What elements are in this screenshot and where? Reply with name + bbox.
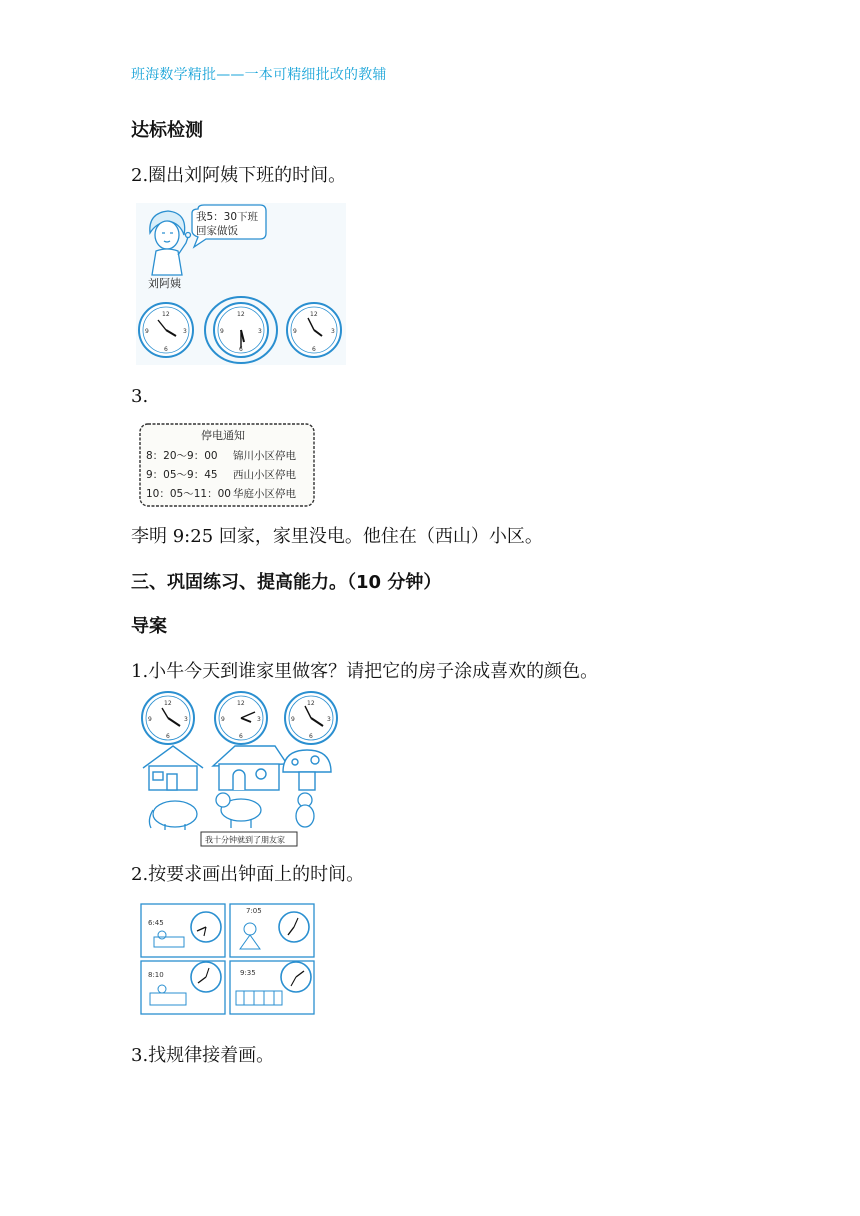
q2-figure xyxy=(136,203,346,365)
panel-time: 7:05 xyxy=(246,907,262,915)
svg-text:6: 6 xyxy=(239,733,243,740)
svg-text:6: 6 xyxy=(164,346,168,353)
notice-row-place: 华庭小区停电 xyxy=(233,488,296,500)
svg-text:3: 3 xyxy=(331,328,335,335)
notice-title: 停电通知 xyxy=(201,429,245,442)
scene-panel xyxy=(141,904,225,957)
notice-row-time: 9：05～9：45 xyxy=(146,469,218,481)
clock-icon xyxy=(191,912,221,942)
g2-figure xyxy=(140,903,316,1015)
question-3: 3. xyxy=(131,386,149,407)
clock-icon xyxy=(287,303,341,357)
svg-text:3: 3 xyxy=(258,328,262,335)
person-label: 刘阿姨 xyxy=(148,277,181,290)
clock-icon xyxy=(139,303,193,357)
svg-text:12: 12 xyxy=(162,311,170,318)
power-outage-notice xyxy=(137,421,317,509)
bear-icon xyxy=(296,793,314,827)
circled-clock xyxy=(205,297,277,363)
scene-panel xyxy=(230,961,314,1014)
svg-text:3: 3 xyxy=(184,716,188,723)
notice-row-place: 西山小区停电 xyxy=(233,469,296,481)
section-title: 达标检测 xyxy=(131,120,203,141)
scene-panel xyxy=(141,961,225,1014)
svg-text:12: 12 xyxy=(310,311,318,318)
brand-header: 班海数学精批——一本可精细批改的教辅 xyxy=(131,67,387,83)
panel-time: 9:35 xyxy=(240,969,256,977)
clock-icon xyxy=(279,912,309,942)
guide-question-2: 2.按要求画出钟面上的时间。 xyxy=(131,864,365,885)
speech-line-1: 我5：30下班 xyxy=(196,211,259,223)
notice-row-time: 8：20～9：00 xyxy=(146,450,218,462)
svg-text:6: 6 xyxy=(166,733,170,740)
guide-title: 导案 xyxy=(131,616,167,637)
cow-icon xyxy=(216,793,261,828)
svg-text:6: 6 xyxy=(239,346,243,353)
panel-time: 8:10 xyxy=(148,971,164,979)
svg-text:12: 12 xyxy=(164,700,172,707)
g1-caption: 我十分钟就到了朋友家 xyxy=(205,835,285,845)
house-icon xyxy=(213,746,287,790)
svg-text:3: 3 xyxy=(257,716,261,723)
g1-figure xyxy=(137,688,342,848)
svg-text:12: 12 xyxy=(237,311,245,318)
scene-panel xyxy=(230,904,314,957)
notice-row-time: 10：05～11：00 xyxy=(146,488,231,500)
svg-text:12: 12 xyxy=(307,700,315,707)
svg-text:9: 9 xyxy=(145,328,149,335)
svg-text:9: 9 xyxy=(220,328,224,335)
svg-text:9: 9 xyxy=(221,716,225,723)
clock-icon xyxy=(281,962,311,992)
mushroom-icon xyxy=(283,750,331,790)
clock-icon xyxy=(215,692,267,744)
speech-line-2: 回家做饭 xyxy=(196,225,238,237)
svg-text:9: 9 xyxy=(148,716,152,723)
svg-text:12: 12 xyxy=(237,700,245,707)
svg-text:6: 6 xyxy=(312,346,316,353)
panel-time: 6:45 xyxy=(148,919,164,927)
svg-text:3: 3 xyxy=(183,328,187,335)
notice-row-place: 锦川小区停电 xyxy=(233,450,296,462)
svg-text:3: 3 xyxy=(327,716,331,723)
question-2: 2.圈出刘阿姨下班的时间。 xyxy=(131,165,347,186)
svg-text:6: 6 xyxy=(309,733,313,740)
clock-icon xyxy=(142,692,194,744)
elephant-icon xyxy=(149,801,197,830)
house-icon xyxy=(143,746,203,790)
svg-text:9: 9 xyxy=(291,716,295,723)
svg-text:9: 9 xyxy=(293,328,297,335)
guide-question-3: 3.找规律接着画。 xyxy=(131,1045,275,1066)
q3-answer: 李明 9:25 回家，家里没电。他住在（西山）小区。 xyxy=(131,526,543,547)
section-3-title: 三、巩固练习、提高能力。（10 分钟） xyxy=(131,572,442,593)
clock-icon xyxy=(285,692,337,744)
guide-question-1: 1.小牛今天到谁家里做客？请把它的房子涂成喜欢的颜色。 xyxy=(131,661,599,682)
clock-icon xyxy=(191,962,221,992)
